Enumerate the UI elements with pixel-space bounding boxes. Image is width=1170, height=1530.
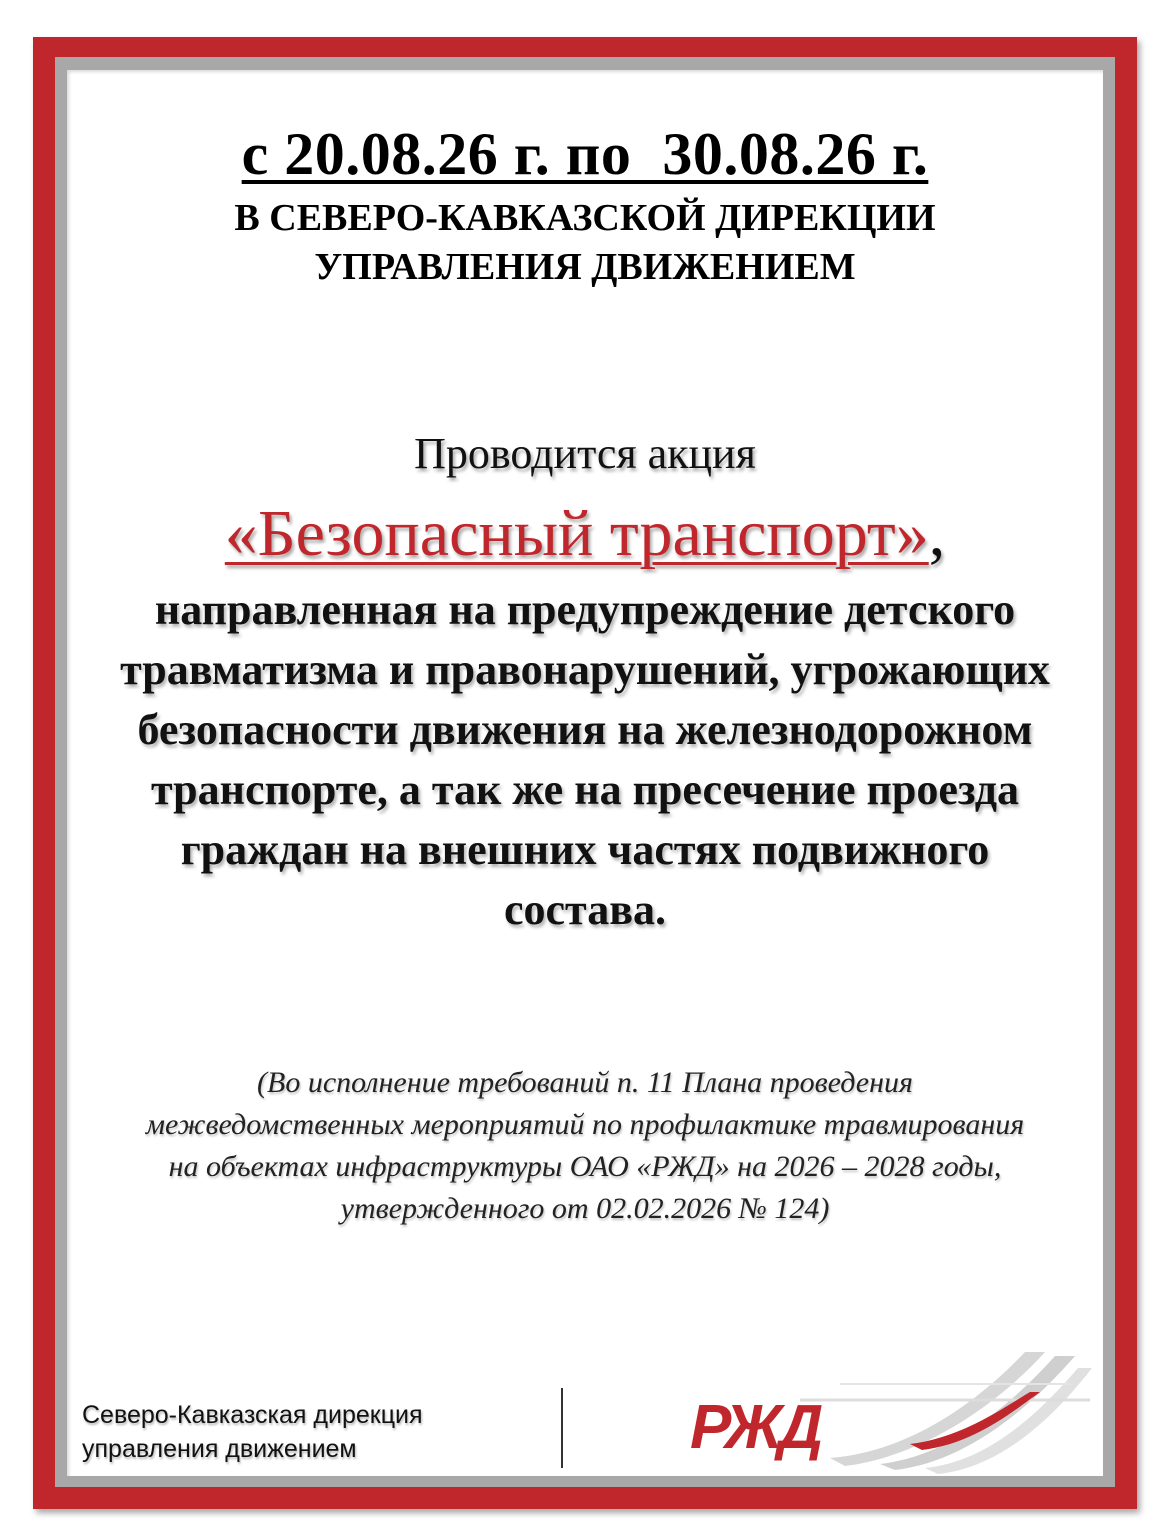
description-line: транспорте, а так же на пресечение проезда [150,765,1020,814]
announcement-intro: Проводится акция [414,429,756,478]
legal-note [80,1062,1090,1230]
note-line: (Во исполнение требований п. 11 Плана проведения [257,1066,913,1099]
description-line: безопасности движения на железнодорожном [137,705,1033,754]
description-line: граждан на внешних частях подвижного [180,825,990,874]
footer-divider [561,1388,563,1468]
note-line: на объектах инфраструктуры ОАО «РЖД» на 2026 – 2028 годы, [168,1150,1002,1183]
rzd-logo [680,1340,1100,1480]
heading-line-1: В СЕВЕРО-КАВКАЗСКОЙ ДИРЕКЦИИ [234,197,936,239]
footer-org-line-2: управления движением [82,1435,357,1463]
campaign-suffix: , [928,497,946,570]
description-line: направленная на предупреждение детского [154,585,1016,634]
footer-organization [82,1398,423,1466]
campaign-description [80,580,1090,940]
campaign-title [0,496,1170,572]
rail-swoosh-icon [800,1352,1092,1474]
heading-line-2: УПРАВЛЕНИЯ ДВИЖЕНИЕМ [314,246,856,288]
campaign-name: «Безопасный транспорт» [224,497,929,570]
rzd-logo-text: РЖД [690,1393,820,1462]
description-line: состава. [504,885,666,934]
footer-org-line-1: Северо-Кавказская дирекция [82,1401,423,1429]
note-line: межведомственных мероприятий по профилактике травмирования [145,1108,1025,1141]
description-line: травматизма и правонарушений, угрожающих [120,645,1050,694]
campaign-period: с 20.08.26 г. по 30.08.26 г. [241,121,929,187]
note-line: утвержденного от 02.02.2026 № 124) [340,1192,830,1225]
